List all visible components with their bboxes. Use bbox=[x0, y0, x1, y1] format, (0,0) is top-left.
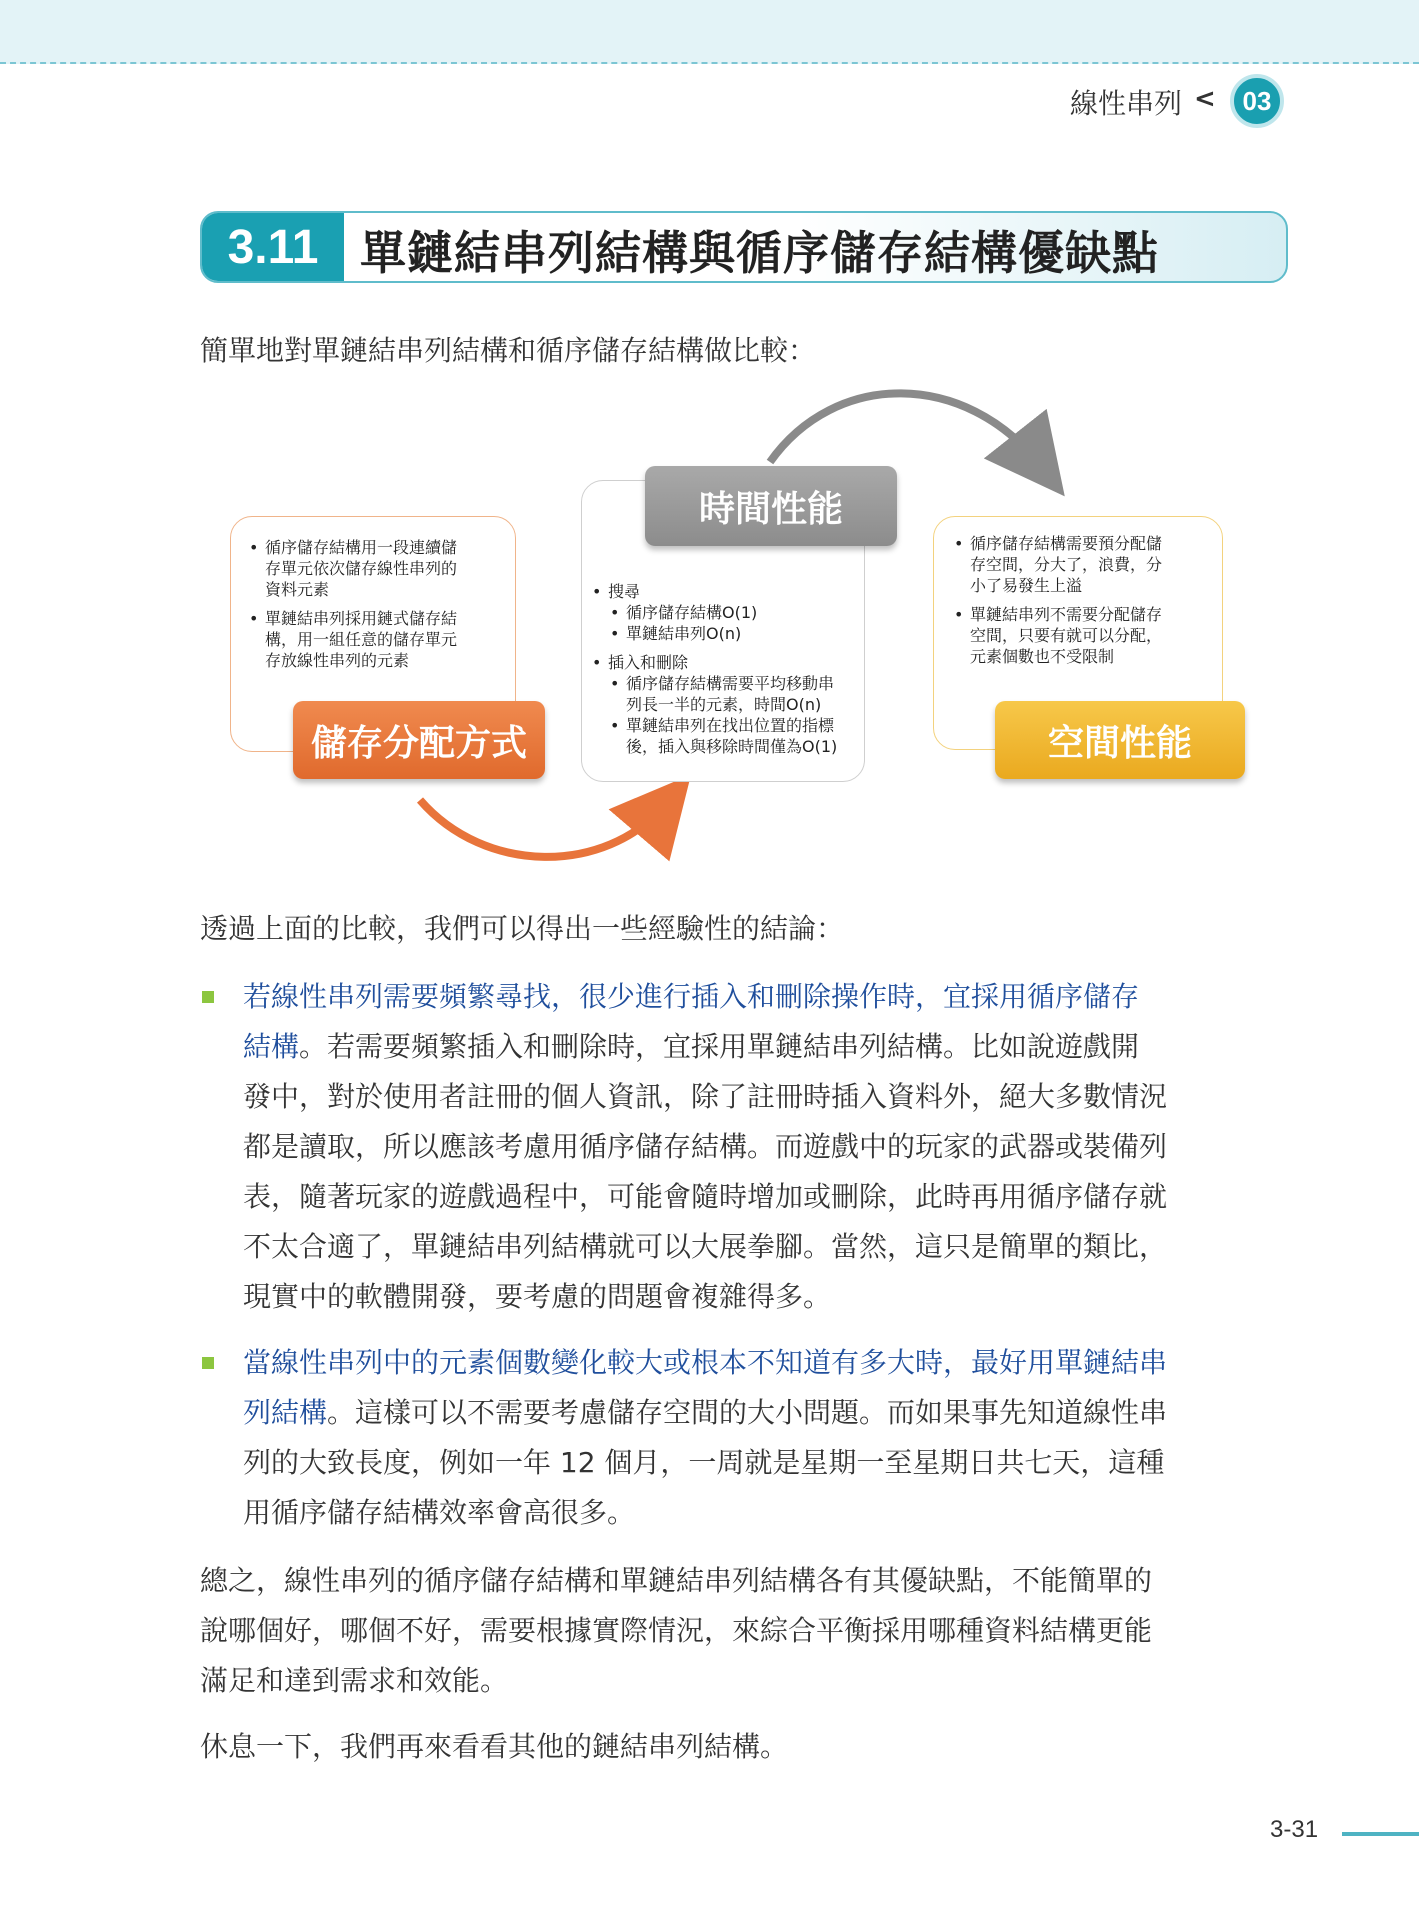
conclusion-intro: 透過上面的比較，我們可以得出一些經驗性的結論： bbox=[200, 912, 845, 945]
bottom-curved-arrow bbox=[420, 800, 665, 857]
section-title: 單鏈結串列結構與循序儲存結構優缺點 bbox=[360, 226, 1159, 280]
time-performance-label: 時間性能 bbox=[645, 466, 897, 546]
list-item: • 循序儲存結構用一段連續儲 存單元依次儲存線性串列的 資料元素 bbox=[265, 537, 515, 600]
list-item: • 單鏈結串列採用鏈式儲存結 構，用一組任意的儲存單元 存放線性串列的元素 bbox=[265, 608, 515, 671]
chapter-number-badge: 03 bbox=[1230, 74, 1284, 128]
bullet-item: 若線性串列需要頻繁尋找，很少進行插入和刪除操作時，宜採用循序儲存 結構。若需要頻繁插入和刪除時，宜採用單鏈結串列結構。比如說遊戲開 發中，對於使用者註冊的個人資訊，除了註冊時插入資料外，絕大多數情況 都是讀取，所以應該考慮用循序儲存結構。而遊戲中的玩家的武器或裝備列 表，隨著玩家的遊戲過程中，可能會隨時增加或刪除，此時再用循序儲存就 不太合適了，單鏈結串列結構就可以大展拳腳。當然，這只是簡單的類比， 現實中的軟體開發，要考慮的問題會複雜得多。 bbox=[243, 980, 1168, 1313]
list-item: • 搜尋 bbox=[608, 581, 864, 602]
top-banner bbox=[0, 0, 1419, 64]
closing-text: 休息一下，我們再來看看其他的鏈結串列結構。 bbox=[200, 1730, 789, 1763]
page-number: 3-31 bbox=[1270, 1816, 1319, 1843]
intro-text: 簡單地對單鏈結串列結構和循序儲存結構做比較： bbox=[200, 334, 817, 367]
bullet-item: 當線性串列中的元素個數變化較大或根本不知道有多大時，最好用單鏈結串 列結構。這樣可以不需要考慮儲存空間的大小問題。而如果事先知道線性串 列的大致長度，例如一年 12 個月，一周就是星期一至星期日共七天，這種 用循序儲存結構效率會高很多。 bbox=[243, 1346, 1168, 1529]
list-item: • 循序儲存結構需要預分配儲 存空間，分大了，浪費，分 小了易發生上溢 bbox=[970, 533, 1222, 596]
space-performance-label: 空間性能 bbox=[995, 701, 1245, 779]
list-item: • 單鏈結串列在找出位置的指標 後，插入與移除時間僅為O(1) bbox=[626, 715, 864, 757]
chapter-title: 線性串列 bbox=[1070, 87, 1183, 120]
bullet-marker bbox=[202, 1357, 214, 1369]
list-item: • 循序儲存結構O(1) bbox=[626, 602, 864, 623]
summary-text: 總之，線性串列的循序儲存結構和單鏈結串列結構各有其優缺點，不能簡單的 說哪個好，哪個不好，需要根據實際情況，來綜合平衡採用哪種資料結構更能 滿足和達到需求和效能。 bbox=[200, 1564, 1153, 1697]
bullet-marker bbox=[202, 991, 214, 1003]
section-header bbox=[200, 211, 1288, 283]
page-number-rule bbox=[1342, 1832, 1419, 1836]
list-item: • 插入和刪除 bbox=[608, 652, 864, 673]
chevron-left-icon: < bbox=[1194, 84, 1216, 114]
comparison-diagram bbox=[225, 380, 1265, 880]
list-item: • 循序儲存結構需要平均移動串 列長一半的元素，時間O(n) bbox=[626, 673, 864, 715]
top-curved-arrow bbox=[770, 393, 1040, 465]
storage-allocation-label: 儲存分配方式 bbox=[293, 701, 545, 779]
list-item: • 單鏈結串列O(n) bbox=[626, 623, 864, 644]
section-number: 3.11 bbox=[202, 213, 344, 281]
list-item: • 單鏈結串列不需要分配儲存 空間，只要有就可以分配， 元素個數也不受限制 bbox=[970, 604, 1222, 667]
